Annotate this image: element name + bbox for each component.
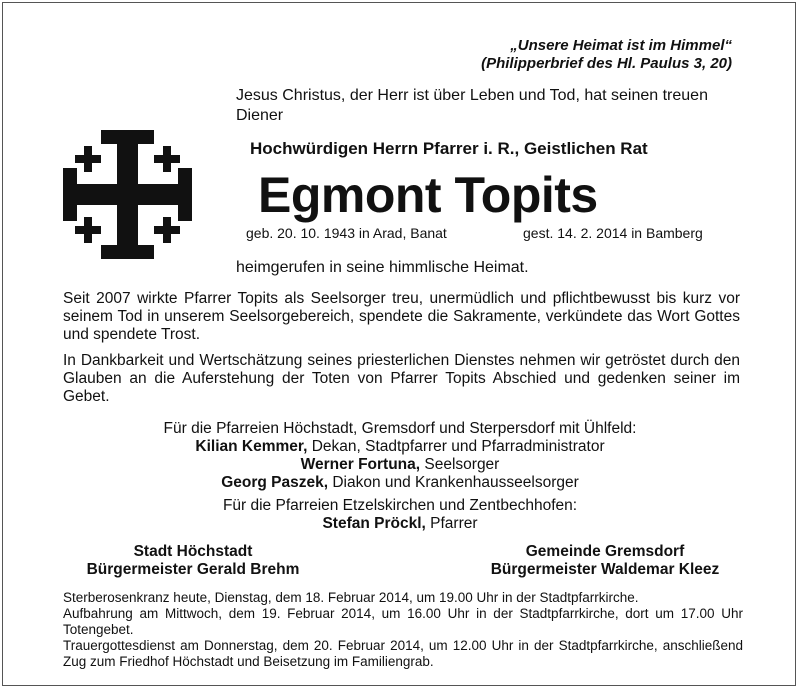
- signature-municipality: [470, 543, 740, 579]
- paragraph-service: Seit 2007 wirkte Pfarrer Topits als Seelsorger treu, unermüdlich und pflichtbewusst bis kurz vor seinem Tod in unserem Seelsorgebereich, spendete die Sakramente, verkündete das Wort Gottes und spendete Trost.: [63, 290, 740, 343]
- signatory-name: Kilian Kemmer,: [195, 438, 308, 455]
- signatory-name: Georg Paszek,: [221, 474, 329, 491]
- signature-mayor: Bürgermeister Gerald Brehm: [86, 561, 300, 578]
- bible-quote: [481, 37, 732, 73]
- signatory: [0, 438, 800, 456]
- signatory-role: Pfarrer: [425, 515, 478, 532]
- death-date: gest. 14. 2. 2014 in Bamberg: [523, 225, 703, 241]
- signature-org: Gemeinde Gremsdorf: [525, 543, 685, 560]
- intro-text: Jesus Christus, der Herr ist über Leben und Tod, hat seinen treuen Diener: [236, 87, 708, 124]
- signature-org: Stadt Höchstadt: [133, 543, 253, 560]
- signatory-name: Werner Fortuna,: [300, 456, 421, 473]
- paragraph-gratitude: In Dankbarkeit und Wertschätzung seines priesterlichen Dienstes nehmen wir getröstet durch den Glauben an die Auferstehung der Toten von Pfarrer Topits Abschied und gedenken seiner im Gebet.: [63, 352, 740, 405]
- parish-group-heading: Für die Pfarreien Etzelskirchen und Zentbechhofen:: [222, 497, 578, 514]
- parish-group-heading: Für die Pfarreien Höchstadt, Gremsdorf und Sterpersdorf mit Ühlfeld:: [163, 420, 637, 437]
- signatory-role: Seelsorger: [420, 456, 500, 473]
- jerusalem-cross-icon: [55, 122, 200, 267]
- footer-viewing: Aufbahrung am Mittwoch, dem 19. Februar 2014, um 16.00 Uhr in der Stadtpfarrkirche, dort um 17.00 Uhr Totengebet.: [63, 606, 743, 637]
- birth-date: geb. 20. 10. 1943 in Arad, Banat: [246, 225, 447, 241]
- signatory: [0, 474, 800, 492]
- signatory-name: Stefan Pröckl,: [322, 515, 426, 532]
- footer-rosary: Sterberosenkranz heute, Dienstag, dem 18. Februar 2014, um 19.00 Uhr in der Stadtpfarrkirche.: [63, 590, 639, 605]
- deceased-name: Egmont Topits: [258, 167, 598, 223]
- parish-group-1: [0, 420, 800, 492]
- signature-town: [63, 543, 323, 579]
- footer-funeral: Trauergottesdienst am Donnerstag, dem 20. Februar 2014, um 12.00 Uhr in der Stadtpfarrkirche, anschließend Zug zum Friedhof Höchstadt und Beisetzung im Familiengrab.: [63, 638, 743, 669]
- signatory: [0, 515, 800, 533]
- parish-group-2: [0, 497, 800, 533]
- called-home-text: heimgerufen in seine himmlische Heimat.: [236, 259, 529, 276]
- honorific-title: Hochwürdigen Herrn Pfarrer i. R., Geistlichen Rat: [250, 139, 648, 158]
- signatory: [0, 456, 800, 474]
- signatory-role: Diakon und Krankenhausseelsorger: [328, 474, 579, 491]
- signature-mayor: Bürgermeister Waldemar Kleez: [490, 561, 720, 578]
- life-dates: [246, 225, 703, 241]
- quote-source: (Philipperbrief des Hl. Paulus 3, 20): [481, 55, 732, 72]
- signatory-role: Dekan, Stadtpfarrer und Pfarradministrator: [307, 438, 605, 455]
- quote-text: „Unsere Heimat ist im Himmel“: [510, 37, 732, 54]
